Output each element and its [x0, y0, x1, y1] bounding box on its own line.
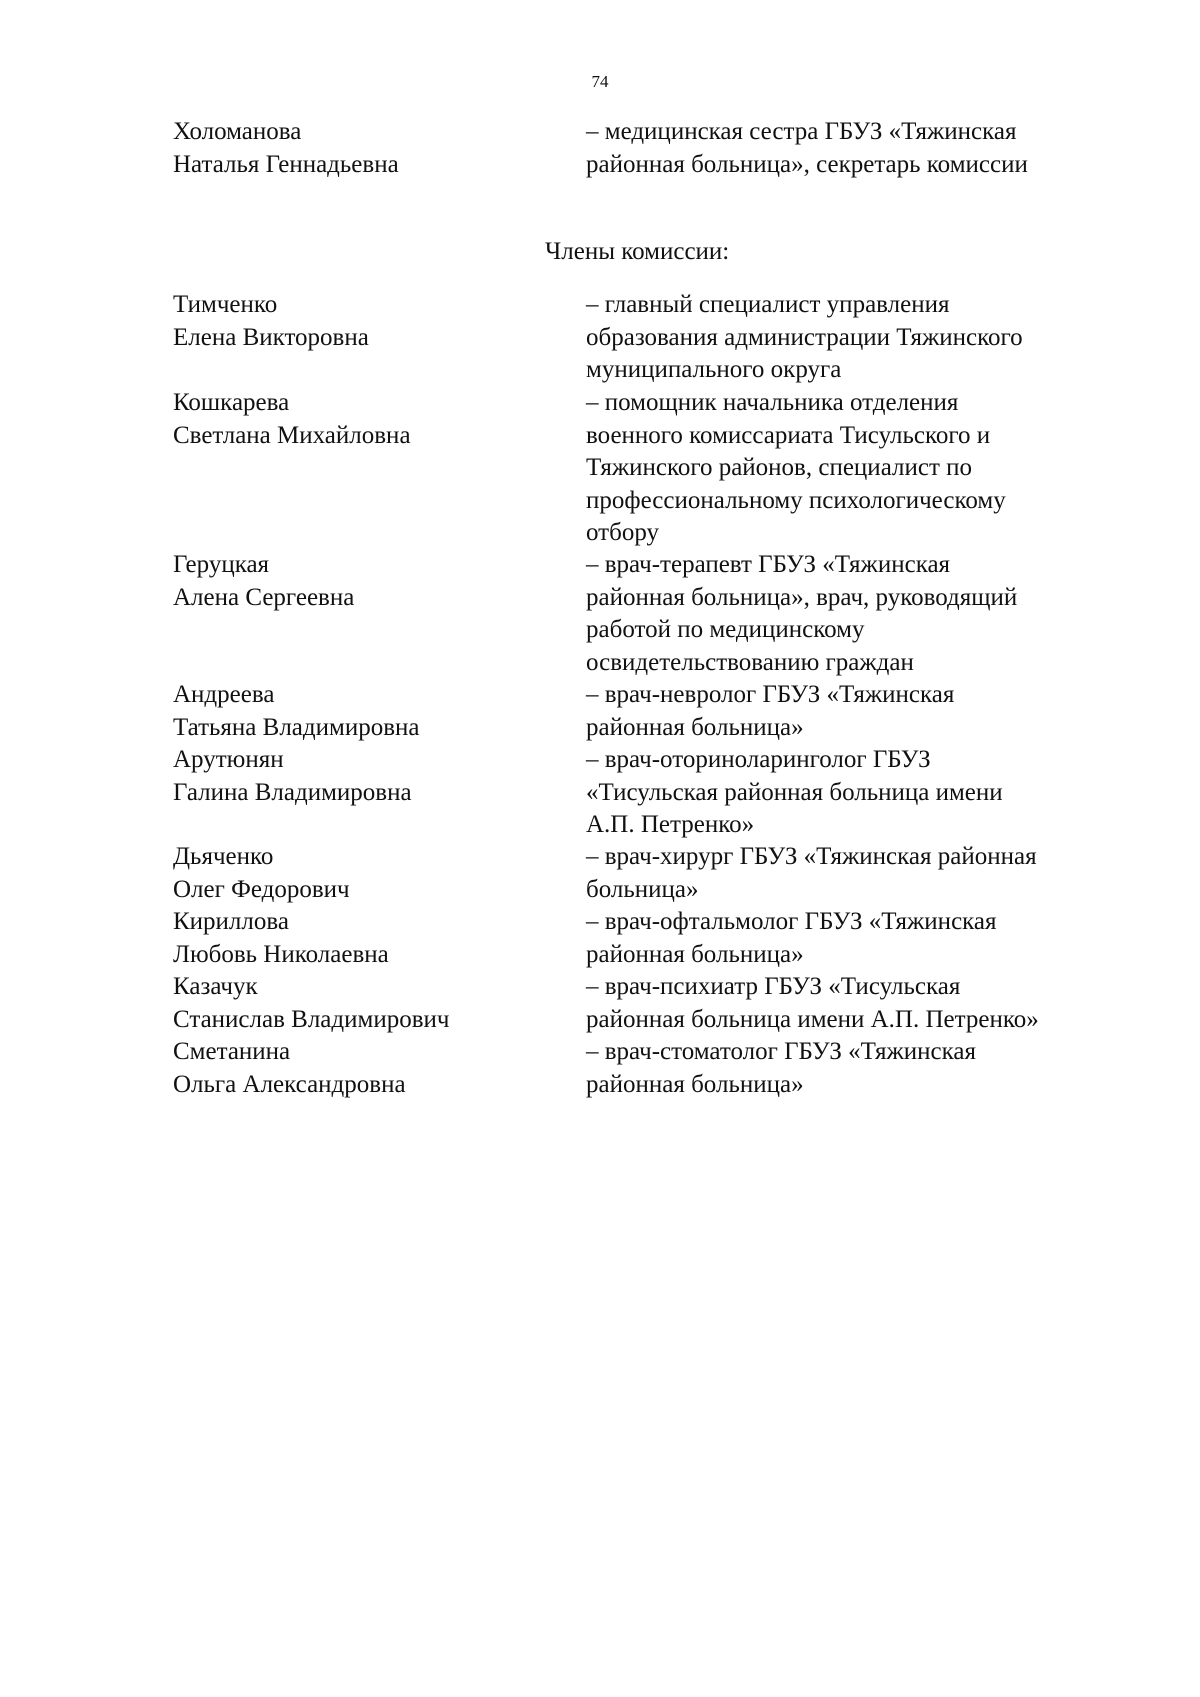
role-line: районная больница», секретарь комиссии [586, 150, 1028, 178]
name-line: Кириллова [173, 908, 289, 935]
name-line: Алена Сергеевна [173, 583, 355, 611]
member-role [586, 116, 1106, 181]
member-role [586, 841, 1106, 906]
member-role [586, 1036, 1106, 1101]
role-line: районная больница имени А.П. Петренко» [586, 1005, 1039, 1033]
name-line: Олег Федорович [173, 875, 350, 903]
member-role [586, 744, 1106, 842]
name-line: Светлана Михайловна [173, 421, 411, 449]
member-name [173, 971, 573, 1036]
member-name [173, 1036, 573, 1101]
role-line: районная больница» [586, 940, 804, 968]
role-line: «Тисульская районная больница имени [586, 778, 1003, 806]
member-role [586, 289, 1106, 387]
role-line: работой по медицинскому [586, 616, 865, 643]
role-line: отбору [586, 519, 659, 546]
name-line: Дьяченко [173, 843, 274, 870]
role-line: Тяжинского районов, специалист по [586, 454, 973, 481]
name-line: Сметанина [173, 1038, 291, 1065]
name-line: Галина Владимировна [173, 778, 412, 806]
role-line: образования администрации Тяжинского [586, 323, 1023, 351]
role-line: – врач-терапевт ГБУЗ «Тяжинская [586, 551, 951, 578]
member-name [173, 549, 573, 614]
member-name [173, 906, 573, 971]
member-role [586, 679, 1106, 744]
role-line: – врач-офтальмолог ГБУЗ «Тяжинская [586, 908, 997, 935]
role-line: – врач-невролог ГБУЗ «Тяжинская [586, 681, 955, 708]
role-line: военного комиссариата Тисульского и [586, 421, 991, 449]
member-role [586, 906, 1106, 971]
role-line: районная больница» [586, 713, 804, 741]
role-line: больница» [586, 875, 699, 903]
member-name [173, 116, 573, 181]
member-name [173, 387, 573, 452]
name-line: Татьяна Владимировна [173, 713, 420, 741]
member-role [586, 549, 1106, 679]
name-line: Любовь Николаевна [173, 940, 389, 968]
name-line: Ольга Александровна [173, 1070, 406, 1098]
member-name [173, 841, 573, 906]
member-role [586, 387, 1106, 550]
role-line: – медицинская сестра ГБУЗ «Тяжинская [586, 118, 1017, 145]
name-line: Кошкарева [173, 389, 290, 416]
member-name [173, 744, 573, 809]
member-role [586, 971, 1106, 1036]
role-line: – врач-хирург ГБУЗ «Тяжинская районная [586, 843, 1037, 870]
role-line: А.П. Петренко» [586, 811, 755, 838]
name-line: Станислав Владимирович [173, 1005, 450, 1033]
name-line: Елена Викторовна [173, 323, 369, 351]
role-line: районная больница», врач, руководящий [586, 583, 1018, 611]
role-line: районная больница» [586, 1070, 804, 1098]
role-line: – врач-стоматолог ГБУЗ «Тяжинская [586, 1038, 976, 1065]
name-line: Андреева [173, 681, 275, 708]
role-line: – главный специалист управления [586, 291, 950, 318]
name-line: Холоманова [173, 118, 302, 145]
name-line: Казачук [173, 973, 258, 1000]
role-line: освидетельствованию граждан [586, 648, 914, 676]
name-line: Арутюнян [173, 746, 284, 773]
name-line: Тимченко [173, 291, 278, 318]
members-heading: Члены комиссии: [545, 238, 730, 265]
name-line: Наталья Геннадьевна [173, 150, 399, 178]
role-line: – помощник начальника отделения [586, 389, 959, 416]
name-line: Геруцкая [173, 551, 270, 578]
page-number: 74 [591, 72, 609, 91]
role-line: муниципального округа [586, 356, 842, 383]
member-name [173, 679, 573, 744]
role-line: – врач-оториноларинголог ГБУЗ [586, 746, 931, 773]
role-line: – врач-психиатр ГБУЗ «Тисульская [586, 973, 961, 1000]
member-name [173, 289, 573, 354]
role-line: профессиональному психологическому [586, 486, 1006, 514]
